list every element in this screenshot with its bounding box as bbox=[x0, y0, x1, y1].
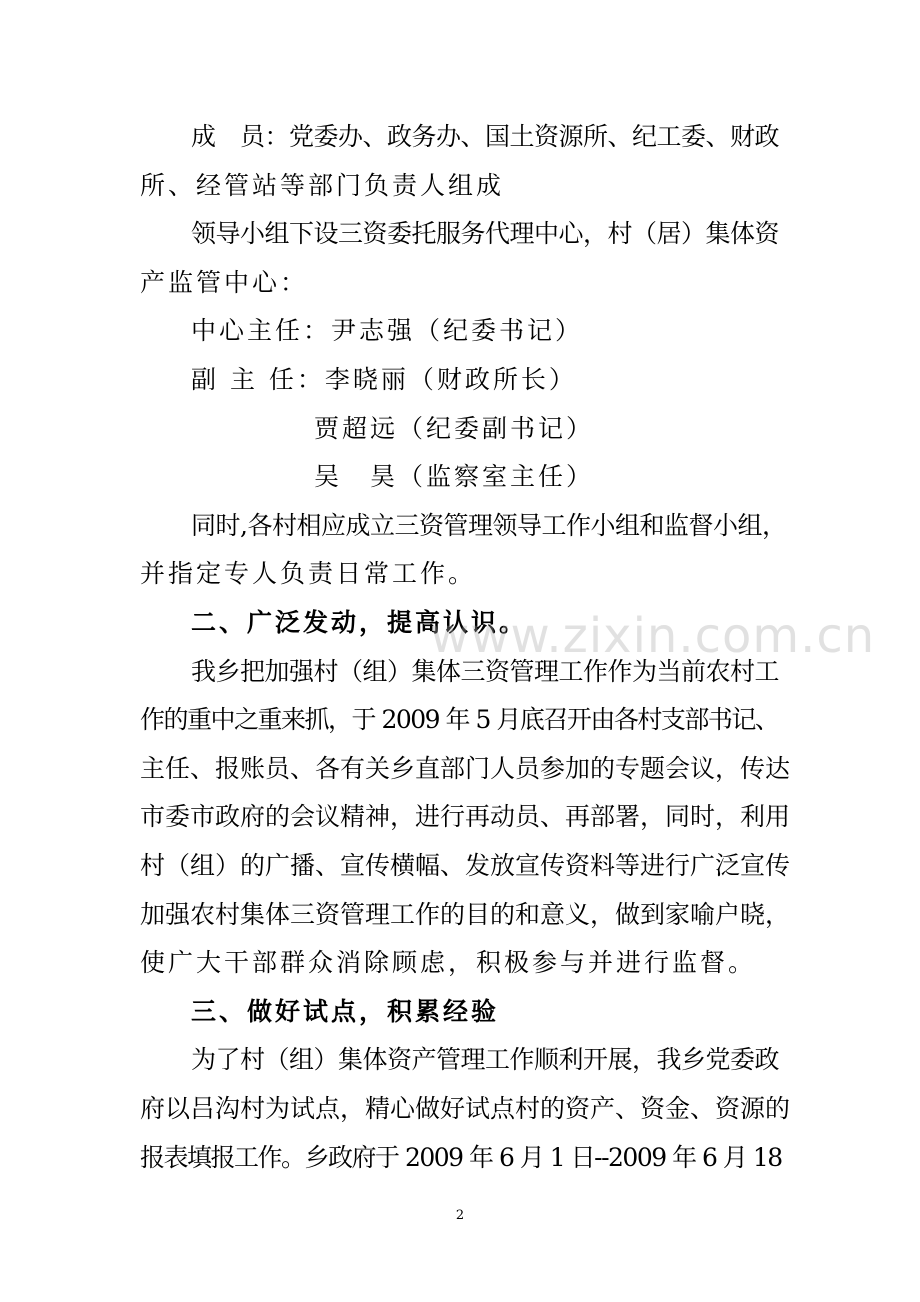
watermark: www.zixin.com.cn bbox=[430, 608, 876, 664]
text-line: 报表填报工作。乡政府于 2009 年 6 月 1 日--2009 年 6 月 18 bbox=[140, 1143, 782, 1172]
text-line: 所、经管站等部门负责人组成 bbox=[140, 171, 505, 200]
text-line: 并指定专人负责日常工作。 bbox=[140, 559, 477, 588]
section-heading: 三、做好试点，积累经验 bbox=[191, 997, 500, 1026]
text-line: 同时,各村相应成立三资管理领导工作小组和监督小组， bbox=[191, 511, 787, 540]
text-line: 市委市政府的会议精神，进行再动员、再部署，同时，利用 bbox=[140, 802, 791, 831]
text-line: 作的重中之重来抓，于 2009 年 5 月底召开由各村支部书记、 bbox=[140, 705, 779, 734]
text-line: 主任、报账员、各有关乡直部门人员参加的专题会议，传达 bbox=[140, 754, 791, 783]
section-heading: 二、广泛发动，提高认识。 bbox=[191, 608, 528, 637]
text-line: 为了村（组）集体资产管理工作顺利开展，我乡党委政 bbox=[191, 1045, 780, 1074]
text-line: 使广大干部群众消除顾虑，积极参与并进行监督。 bbox=[140, 948, 757, 977]
text-line: 副 主 任：李晓丽（财政所长） bbox=[191, 365, 577, 394]
text-line: 吴 昊（监察室主任） bbox=[314, 462, 595, 491]
text-line: 府以吕沟村为试点，精心做好试点村的资产、资金、资源的 bbox=[140, 1094, 791, 1123]
text-line: 村（组）的广播、宣传横幅、发放宣传资料等进行广泛宣传 bbox=[140, 851, 791, 880]
text-line: 产监管中心： bbox=[140, 268, 309, 297]
text-line: 贾超远（纪委副书记） bbox=[314, 414, 595, 443]
text-line: 成 员：党委办、政务办、国土资源所、纪工委、财政 bbox=[191, 122, 780, 151]
page-number: 2 bbox=[455, 1208, 465, 1223]
text-line: 领导小组下设三资委托服务代理中心，村（居）集体资 bbox=[191, 219, 780, 248]
text-line: 我乡把加强村（组）集体三资管理工作作为当前农村工 bbox=[191, 657, 780, 686]
text-line: 加强农村集体三资管理工作的目的和意义，做到家喻户晓， bbox=[140, 900, 791, 929]
text-line: 中心主任：尹志强（纪委书记） bbox=[191, 316, 584, 345]
